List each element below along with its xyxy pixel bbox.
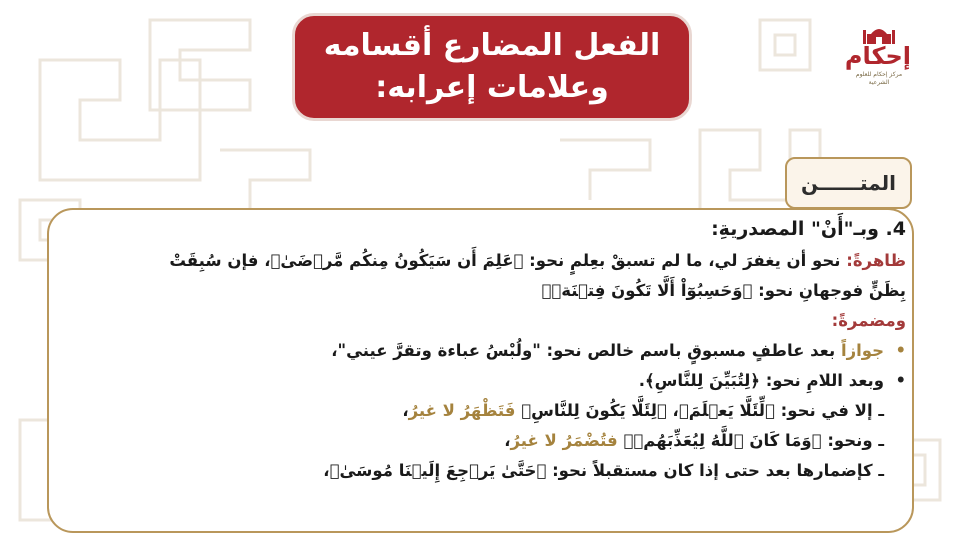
- punctuation: ،: [504, 431, 511, 450]
- bullet2-text: وبعد اللامِ نحو:: [759, 371, 884, 390]
- slide-title-box: [292, 13, 692, 121]
- quran-verse: ﴿وَحَسِبُوٓاْ أَلَّا تَكُونَ فِتۡنَةٞ﴾: [541, 281, 753, 300]
- title-line-1: الفعل المضارع أقسامه: [323, 28, 661, 63]
- zann-line: [76, 276, 906, 306]
- list-item: [76, 366, 906, 396]
- logo-wordmark: إحكام: [844, 42, 911, 70]
- zahira-line: [76, 246, 906, 276]
- mudmara-label: ومضمرةً:: [831, 311, 906, 330]
- zann-text: بِظَنٍّ فوجهانِ نحو:: [752, 281, 906, 300]
- ruling-note: فتُضْمَرُ لا غيرُ: [510, 431, 624, 450]
- dash2-text: ـ ونحو:: [821, 431, 884, 450]
- ihkam-logo: [844, 26, 911, 96]
- quran-verse: ﴿لِئَلَّا يَكُونَ لِلنَّاسِ﴾: [521, 401, 667, 420]
- zahira-text-2: ، فإن سُبِقَتْ: [169, 251, 271, 270]
- quran-verse: ﴿لِتُبَيِّنَ لِلنَّاسِ﴾: [644, 371, 760, 390]
- list-item: [76, 396, 906, 426]
- quran-verse: ﴿عَلِمَ أَن سَيَكُونُ مِنكُم مَّرۡضَىٰ﴾: [270, 251, 524, 270]
- section-tab-matn: المتــــــن: [785, 157, 912, 209]
- section-heading: 4. وبـ"أَنْ" المصدريةِ:: [711, 218, 906, 240]
- mudmara-line: [76, 306, 906, 336]
- ruling-note: فَتَظْهَرُ لا غيرُ: [408, 401, 522, 420]
- punctuation: ،: [323, 461, 330, 480]
- bullet1-text: بعد عاطفٍ مسبوقٍ باسم خالص نحو: "ولُبْسُ عباءة وتقرَّ عيني"،: [331, 341, 841, 360]
- zahira-text: نحو أن يغفرَ لي، ما لم تسبقْ بعِلمٍ نحو:: [523, 251, 847, 270]
- title-line-2: وعلامات إعرابه:: [375, 70, 609, 105]
- quran-verse: ﴿لِّئَلَّا يَعۡلَمَ﴾: [678, 401, 775, 420]
- jawazan-label: جوازاً: [840, 341, 884, 360]
- list-item: [76, 336, 906, 366]
- quran-verse: ﴿وَمَا كَانَ ٱللَّهُ لِيُعَذِّبَهُمۡ﴾: [623, 431, 822, 450]
- punctuation: ،: [666, 401, 679, 420]
- dash1-text: ـ إلا في نحو:: [774, 401, 884, 420]
- bullet-icon: •: [895, 371, 906, 390]
- quran-verse: ﴿حَتَّىٰ يَرۡجِعَ إِلَيۡنَا مُوسَىٰ﴾: [329, 461, 547, 480]
- list-item: [76, 456, 906, 486]
- dash3-text: ـ كإضمارها بعد حتى إذا كان مستقبلاً نحو:: [546, 461, 884, 480]
- punctuation: .: [638, 371, 645, 390]
- list-item: [76, 426, 906, 456]
- bullet-icon: •: [895, 341, 906, 360]
- logo-subtitle: مركز إحكام للعلوم الشرعية: [855, 71, 903, 86]
- zahira-label: ظاهرةً:: [846, 251, 906, 270]
- punctuation: ،: [402, 401, 409, 420]
- content-text: [76, 212, 906, 486]
